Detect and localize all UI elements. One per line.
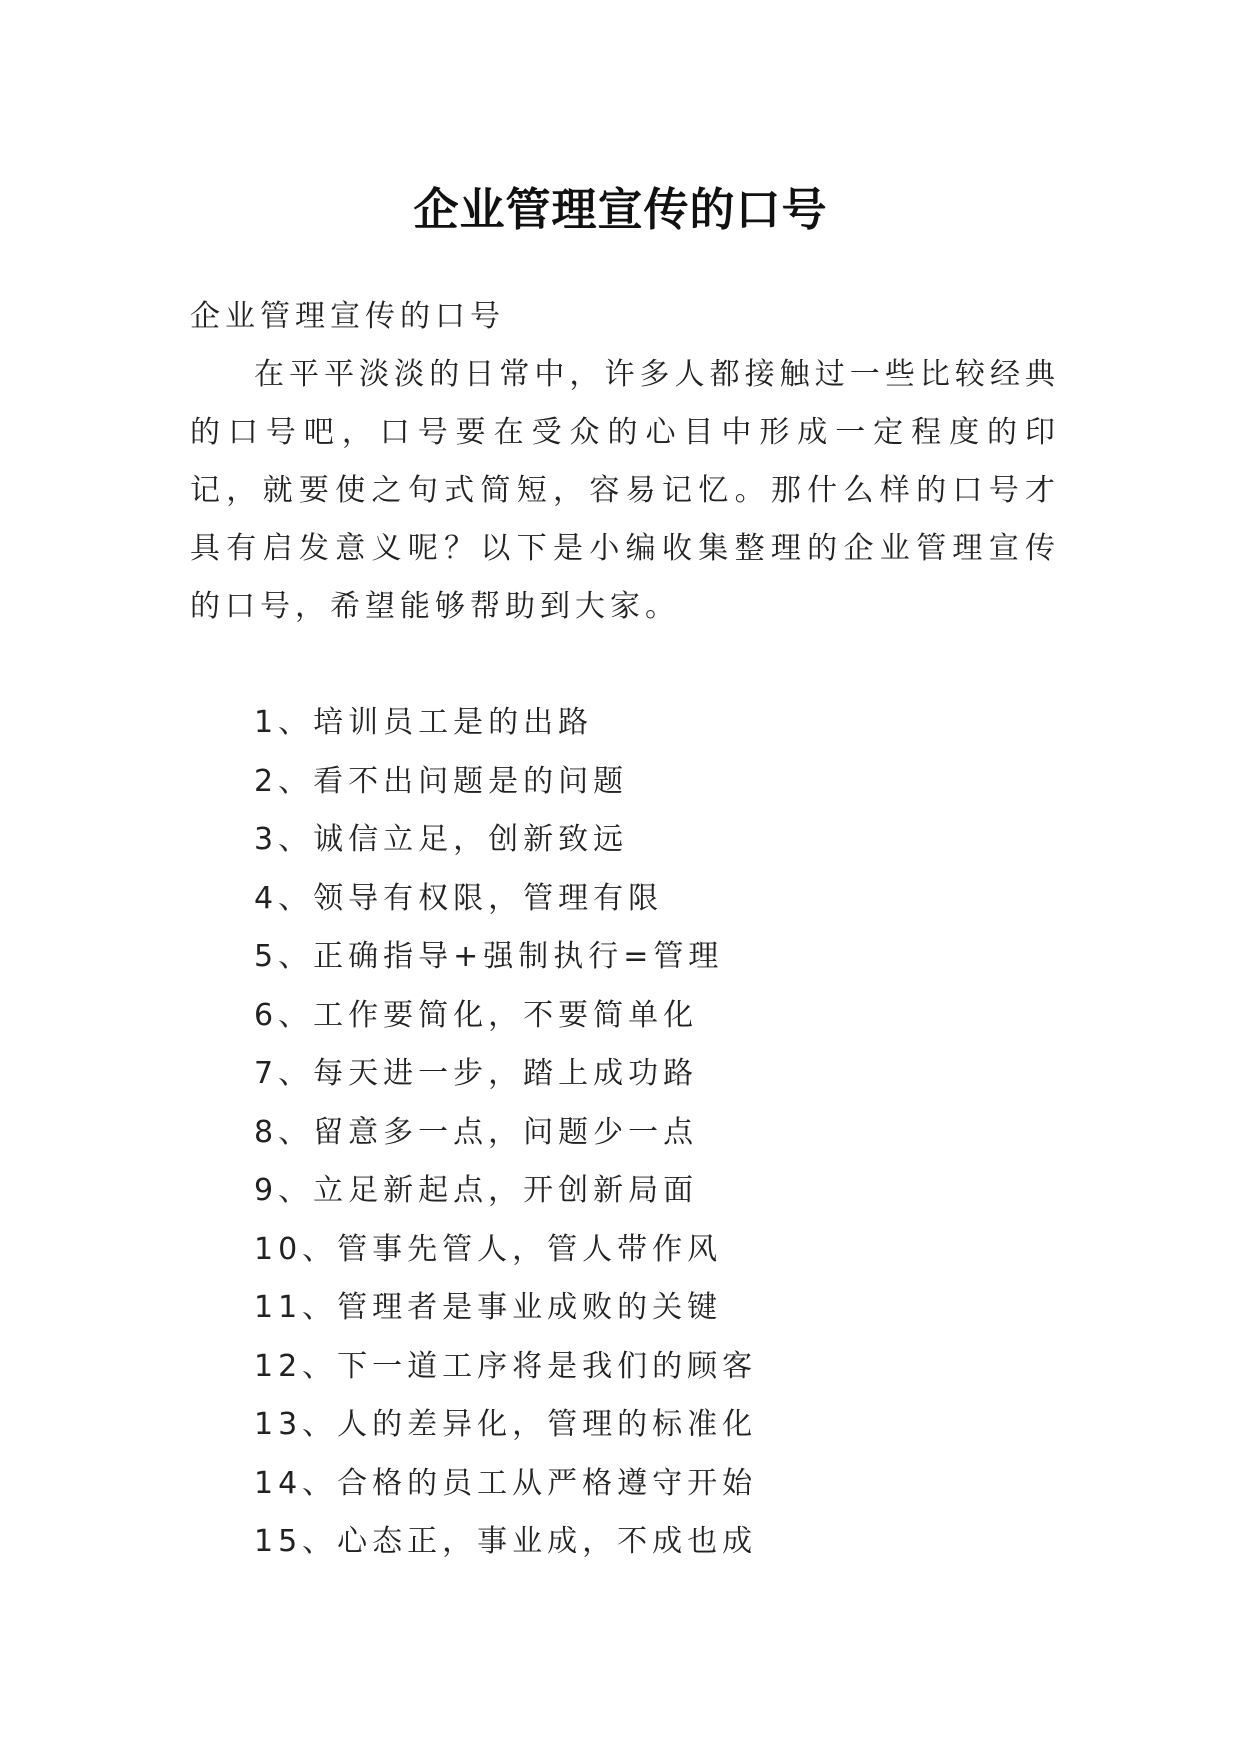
slogan-item: 3、诚信立足，创新致远 xyxy=(254,822,629,857)
slogan-item: 2、看不出问题是的问题 xyxy=(254,763,629,799)
slogan-item: 12、下一道工序将是我们的顾客 xyxy=(254,1348,758,1384)
intro-paragraph: 在平平淡淡的日常中，许多人都接触过一些比较经典的口号吧，口号要在受众的心目中形成一定程度的印记，就要使之句式简短，容易记忆。那什么样的口号才具有启发意义呢？以下是小编收集整理的企业管理宣传的口号，希望能够帮助到大家。 xyxy=(190,357,1060,624)
slogan-item: 7、每天进一步，踏上成功路 xyxy=(254,1056,699,1091)
slogan-item: 8、留意多一点，问题少一点 xyxy=(254,1114,699,1150)
document-subtitle: 企业管理宣传的口号 xyxy=(190,299,505,334)
slogan-item: 4、领导有权限，管理有限 xyxy=(254,880,664,916)
document-body xyxy=(190,288,1060,1572)
slogan-list xyxy=(190,694,1060,1572)
slogan-item: 10、管事先管人，管人带作风 xyxy=(254,1231,723,1267)
slogan-item: 9、立足新起点，开创新局面 xyxy=(254,1173,699,1208)
slogan-item: 5、正确指导+强制执行=管理 xyxy=(254,939,724,974)
slogan-item: 11、管理者是事业成败的关键 xyxy=(254,1290,723,1325)
slogan-item: 14、合格的员工从严格遵守开始 xyxy=(254,1465,758,1501)
slogan-item: 13、人的差异化，管理的标准化 xyxy=(254,1407,758,1442)
slogan-item: 6、工作要简化，不要简单化 xyxy=(254,997,699,1033)
slogan-item: 15、心态正，事业成，不成也成 xyxy=(254,1524,758,1559)
document-title: 企业管理宣传的口号 xyxy=(413,183,828,237)
slogan-item: 1、培训员工是的出路 xyxy=(254,705,594,740)
